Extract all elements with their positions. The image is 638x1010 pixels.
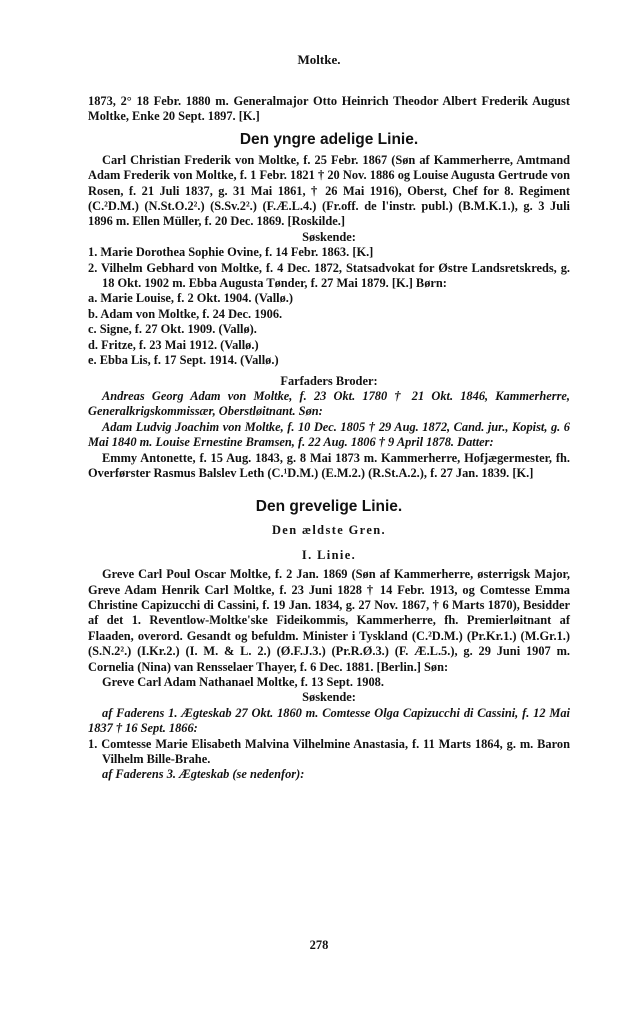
- child-entry: e. Ebba Lis, f. 17 Sept. 1914. (Vallø.): [88, 353, 279, 368]
- uncle-son-entry: Adam Ludvig Joachim von Moltke, f. 10 Dec. 1805 † 29 Aug. 1872, Cand. jur., Kopist, g. 6 Mai 1840 m. Louise Ernestine Bramsen, f. 22 Aug. 1806 † 9 April 1878. Datter:: [88, 419, 570, 450]
- child-entry: d. Fritze, f. 23 Mai 1912. (Vallø.): [88, 337, 259, 352]
- count-sibling-entry: 1. Comtesse Marie Elisabeth Malvina Vilhelmine Anastasia, f. 11 Marts 1864, g. m. Baron Vilhelm Bille-Brahe.: [88, 736, 570, 767]
- intro-entry: 1873, 2° 18 Febr. 1880 m. Generalmajor Otto Heinrich Theodor Albert Frederik August Moltke, Enke 20 Sept. 1897. [K.]: [88, 94, 570, 124]
- section-heading-younger-line: Den yngre adelige Linie.: [239, 130, 419, 148]
- siblings-label: Søskende:: [302, 229, 356, 244]
- child-entry: b. Adam von Moltke, f. 24 Dec. 1906.: [88, 306, 283, 321]
- uncles-label: Farfaders Broder:: [280, 373, 378, 388]
- count-siblings-label: Søskende:: [302, 690, 356, 705]
- section-heading-count-line: Den grevelige Linie.: [255, 498, 403, 516]
- line-heading: I. Linie.: [301, 547, 357, 562]
- main-entry-count: Greve Carl Poul Oscar Moltke, f. 2 Jan. 1869 (Søn af Kammerherre, østerrigsk Major, Greve Adam Henrik Carl Moltke, f. 23 Juni 1828 † 14 Febr. 1913, og Comtesse Emma Christine Capizucchi di Cassini, f. 19 Jan. 1834, g. 27 Nov. 1867, † 6 Marts 1870), Besidder af det 1. Reventlow-Moltke'ske Fideikommis, Kammerherre, fh. Premierløitnant af Flaaden, overord. Gesandt og befuldm. Minister i Tyskland (C.²D.M.) (Pr.Kr.1.) (M.Gr.1.) (S.N.2².) (I.Kr.2.) (I. M. & L. 2.) (Ø.F.J.3.) (Pr.R.Ø.3.) (F. Æ.L.5.), g. 29 Juni 1907 m. Cornelia (Nina) van Rensselaer Thayer, f. 6 Dec. 1881. [Berlin.] Søn:: [88, 567, 570, 674]
- running-head: Moltke.: [297, 52, 341, 67]
- son-entry: Greve Carl Adam Nathanael Moltke, f. 13 Sept. 1908.: [102, 675, 384, 689]
- sibling-entry: 1. Marie Dorothea Sophie Ovine, f. 14 Febr. 1863. [K.]: [88, 245, 374, 260]
- sibling-entry: 2. Vilhelm Gebhard von Moltke, f. 4 Dec. 1872, Statsadvokat for Østre Landsretskreds, g. 18 Okt. 1902 m. Ebba Augusta Tønder, f. 27 Mai 1879. [K.] Børn:: [88, 260, 570, 291]
- third-marriage-note: af Faderens 3. Ægteskab (se nedenfor):: [102, 767, 305, 782]
- child-entry: c. Signe, f. 27 Okt. 1909. (Vallø).: [88, 322, 257, 337]
- uncle-entry: Andreas Georg Adam von Moltke, f. 23 Okt. 1780 † 21 Okt. 1846, Kammerherre, Generalkrigskommissær, Oberstløitnant. Søn:: [88, 388, 570, 419]
- body-text: [88, 94, 570, 783]
- main-entry-younger: Carl Christian Frederik von Moltke, f. 25 Febr. 1867 (Søn af Kammerherre, Amtmand Adam Frederik von Moltke, f. 1 Febr. 1821 † 20 Nov. 1886 og Louise Augusta Gertrude von Rosen, f. 21 Juli 1837, g. 31 Mai 1861, † 26 Mai 1916), Oberst, Chef for 8. Regiment (C.²D.M.) (N.St.O.2².) (S.Sv.2².) (F.Æ.L.4.) (Fr.off. de l'instr. publ.) (B.M.K.1.), g. 3 Juli 1896 m. Ellen Müller, f. 20 Dec. 1869. [Roskilde.]: [88, 152, 570, 229]
- branch-heading: Den ældste Gren.: [271, 523, 387, 538]
- first-marriage-note: af Faderens 1. Ægteskab 27 Okt. 1860 m. Comtesse Olga Capizucchi di Cassini, f. 12 Mai 1837 † 16 Sept. 1866:: [88, 705, 570, 736]
- child-entry: a. Marie Louise, f. 2 Okt. 1904. (Vallø.): [88, 291, 294, 306]
- uncle-daughter-entry: Emmy Antonette, f. 15 Aug. 1843, g. 8 Mai 1873 m. Kammerherre, Hofjægermester, fh. Overførster Rasmus Balslev Leth (C.¹D.M.) (E.M.2.) (R.St.A.2.), f. 27 Jan. 1839. [K.]: [88, 450, 570, 480]
- page-number: 278: [309, 938, 329, 952]
